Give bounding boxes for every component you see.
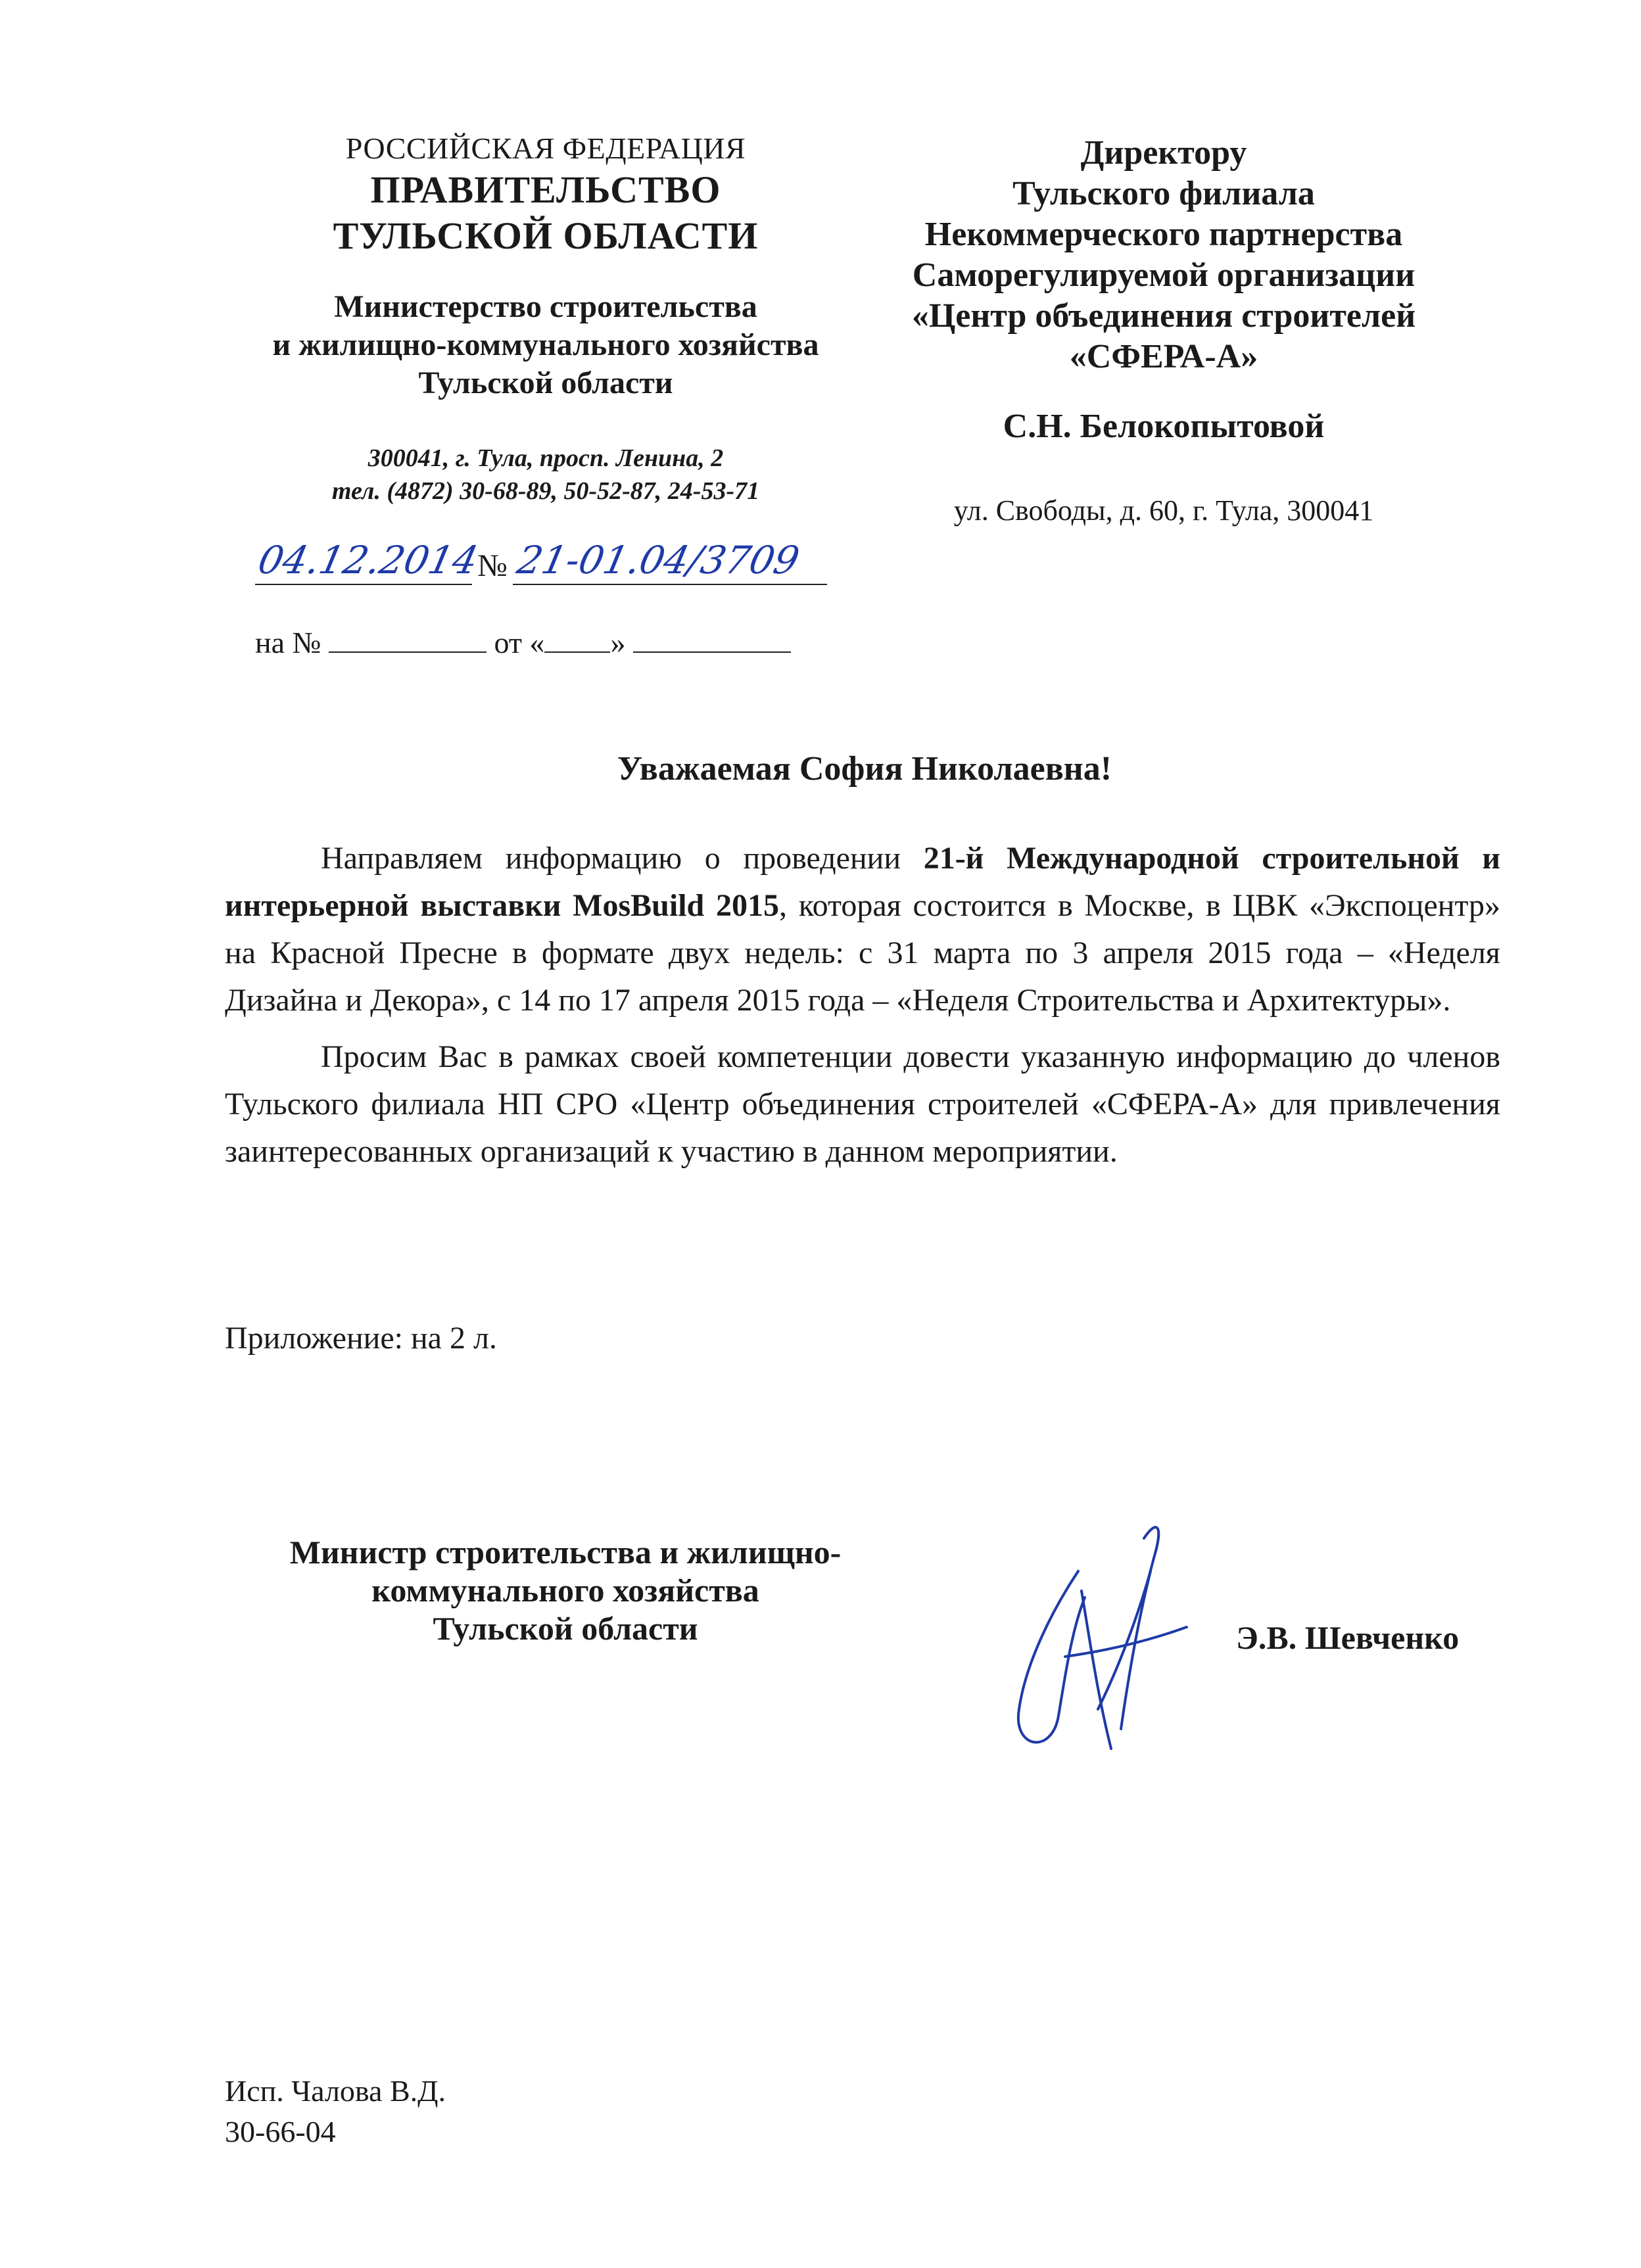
- signatory-name: Э.В. Шевченко: [1236, 1619, 1460, 1656]
- ref-from: от «: [494, 626, 545, 659]
- ref-number-blank: [329, 625, 487, 653]
- ministry-name: [217, 288, 874, 402]
- recipient-line-1: Директору: [1080, 134, 1247, 172]
- exhibition-name: 21-й Международной строительной и интерьерной выставки MosBuild 2015: [225, 841, 1500, 923]
- signatory-title-line-3: Тульской области: [433, 1610, 698, 1647]
- ref-day-blank: [544, 625, 610, 653]
- government-line-2: ТУЛЬСКОЙ ОБЛАСТИ: [333, 214, 759, 257]
- recipient-line-6: «СФЕРА-А»: [1069, 338, 1258, 375]
- sender-address: 300041, г. Тула, просп. Ленина, 2: [368, 444, 724, 472]
- ministry-line-3: Тульской области: [418, 366, 673, 400]
- handwritten-date: 04.12.2014: [254, 538, 483, 582]
- attachment-note: Приложение: на 2 л.: [225, 1321, 497, 1356]
- recipient-line-2: Тульского филиала: [1012, 175, 1315, 212]
- number-sign: №: [477, 548, 508, 583]
- paragraph-1-start: Направляем информацию о проведении: [321, 841, 924, 876]
- sender-header: [217, 130, 874, 508]
- sender-phones: тел. (4872) 30-68-89, 50-52-87, 24-53-71: [331, 477, 760, 505]
- paragraph-1: [225, 835, 1500, 1024]
- recipient-line-3: Некоммерческого партнерства: [924, 216, 1403, 253]
- signatory-title: [237, 1533, 894, 1647]
- salutation: Уважаемая София Николаевна!: [617, 750, 1112, 788]
- ref-close: »: [610, 626, 626, 659]
- recipient-header: [842, 133, 1486, 529]
- reference-line: [255, 625, 913, 661]
- registration-line: [255, 526, 828, 585]
- recipient-line-4: Саморегулируемой организации: [912, 256, 1415, 294]
- ref-date-blank: [633, 625, 791, 653]
- handwritten-signature: [980, 1499, 1190, 1762]
- recipient-position: [842, 133, 1486, 377]
- executor-phone: 30-66-04: [225, 2115, 336, 2148]
- government-line-1: ПРАВИТЕЛЬСТВО: [370, 168, 721, 211]
- recipient-address: ул. Свободы, д. 60, г. Тула, 300041: [953, 494, 1374, 527]
- letter-body: [225, 835, 1500, 1185]
- signatory-title-line-2: коммунального хозяйства: [371, 1572, 759, 1609]
- ref-prefix: на №: [255, 626, 321, 659]
- sender-address-block: [217, 442, 874, 508]
- ministry-line-1: Министерство строительства: [334, 289, 757, 324]
- country-name: РОССИЙСКАЯ ФЕДЕРАЦИЯ: [345, 131, 746, 165]
- signatory-title-line-1: Министр строительства и жилищно-: [289, 1534, 842, 1571]
- ministry-line-2: и жилищно-коммунального хозяйства: [272, 327, 819, 362]
- handwritten-number: 21-01.04/3709: [513, 538, 803, 582]
- paragraph-1-end: , которая состоится в Москве, в ЦВК «Экспоцентр» на Красной Пресне в формате двух недель: с 31 марта по 3 апреля 2015 года – «Неделя Дизайна и Декора», с 14 по 17 апреля 2015 года – «Неделя Строительства и Архитектуры».: [225, 888, 1500, 1018]
- recipient-line-5: «Центр объединения строителей: [911, 297, 1416, 335]
- paragraph-2: Просим Вас в рамках своей компетенции довести указанную информацию до членов Тульского филиала НП СРО «Центр объединения строителей «СФЕРА-А» для привлечения заинтересованных организаций к участию в данном мероприятии.: [225, 1039, 1500, 1169]
- executor-name: Исп. Чалова В.Д.: [225, 2074, 446, 2108]
- executor-block: [225, 2071, 446, 2152]
- recipient-name: С.Н. Белокопытовой: [1003, 408, 1325, 445]
